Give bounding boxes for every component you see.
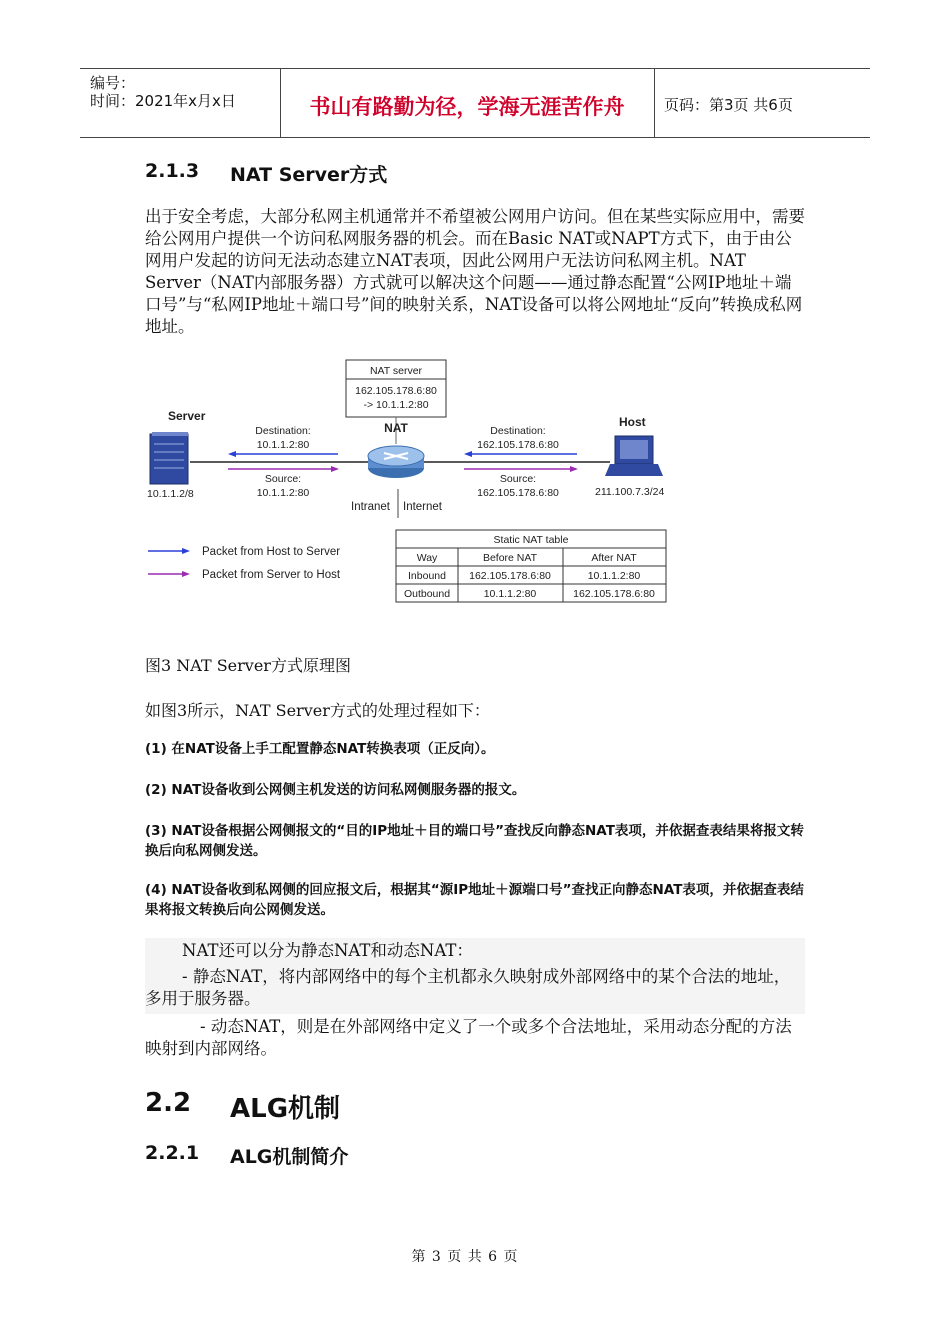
nat-server-line2: -> 10.1.1.2:80: [363, 399, 429, 411]
server-icon: [150, 432, 188, 484]
page-header: [80, 68, 870, 138]
nat-table-row1-before: 162.105.178.6:80: [469, 570, 551, 582]
legend-host-to-server: Packet from Host to Server: [202, 546, 341, 558]
nat-table-row2-way: Outbound: [403, 588, 451, 600]
nat-router-icon: [368, 446, 424, 478]
nat-types-intro: NAT还可以分为静态NAT和动态NAT：: [182, 941, 473, 960]
nat-table-header-before: Before NAT: [482, 552, 538, 564]
nat-table-title: Static NAT table: [493, 534, 569, 546]
step-3: (3) NAT设备根据公网侧报文的“目的IP地址＋目的端口号”查找反向静态NAT表项，并依据查表结果将报文转换后向私网侧发送。: [145, 823, 804, 859]
step-1: (1) 在NAT设备上手工配置静态NAT转换表项（正反向）。: [145, 741, 495, 757]
nat-server-title: NAT server: [369, 365, 423, 377]
right-dest-label: Destination:: [490, 425, 546, 437]
host-computer-icon: [605, 436, 663, 476]
page-number-label: 页码：第3页 共6页: [664, 96, 793, 114]
header-left-cell: [80, 69, 281, 137]
step-4: (4) NAT设备收到私网侧的回应报文后，根据其“源IP地址＋源端口号”查找正向静态NAT表项，并依据查表结果将报文转换后向公网侧发送。: [145, 882, 804, 918]
section-title: NAT Server方式: [230, 164, 388, 186]
server-ip: 10.1.1.2/8: [147, 488, 194, 500]
nat-table-row2-before: 10.1.1.2:80: [483, 588, 537, 600]
section2-number: 2.2: [145, 1088, 192, 1118]
nat-table-row1-after: 10.1.1.2:80: [587, 570, 641, 582]
time-label: 时间：2021年x月x日: [90, 92, 236, 110]
left-dest-value: 10.1.1.2:80: [256, 439, 310, 451]
nat-types-dynamic: - 动态NAT，则是在外部网络中定义了一个或多个合法地址，采用动态分配的方法映射到内部网络。: [145, 1017, 792, 1058]
step-2: (2) NAT设备收到公网侧主机发送的访问私网侧服务器的报文。: [145, 782, 526, 798]
nat-table-row1-way: Inbound: [408, 570, 446, 582]
page-footer: 第 3 页 共 6 页: [411, 1249, 519, 1265]
host-label: Host: [619, 415, 646, 429]
section-number: 2.1.3: [145, 160, 200, 182]
intro-paragraph: 出于安全考虑，大部分私网主机通常并不希望被公网用户访问。但在某些实际应用中，需要给公网用户提供一个访问私网服务器的机会。而在Basic NAT或NAPT方式下，由于由公网用户发起的访问无法动态建立NAT表项，因此公网用户无法访问私网主机。NAT Server（NAT内部服务器）方式就可以解决这个问题——通过静态配置“公网IP地址＋端口号”与“私网IP地址＋端口号”间的映射关系，NAT设备可以将公网地址“反向”转换成私网地址。: [145, 207, 805, 336]
number-label: 编号：: [90, 74, 136, 92]
motto: 书山有路勤为径，学海无涯苦作舟: [309, 95, 625, 119]
host-ip: 211.100.7.3/24: [595, 486, 665, 498]
nat-server-diagram: [140, 352, 680, 607]
process-intro: 如图3所示，NAT Server方式的处理过程如下：: [145, 701, 490, 720]
legend-server-to-host: Packet from Server to Host: [202, 569, 341, 581]
nat-table-header-way: Way: [416, 552, 438, 564]
right-dest-value: 162.105.178.6:80: [477, 439, 559, 451]
left-src-value: 10.1.1.2:80: [256, 487, 310, 499]
right-src-value: 162.105.178.6:80: [477, 487, 559, 499]
internet-label: Internet: [403, 501, 442, 513]
nat-table-row2-after: 162.105.178.6:80: [573, 588, 655, 600]
left-src-label: Source:: [264, 473, 302, 485]
right-src-label: Source:: [499, 473, 537, 485]
nat-table-header-after: After NAT: [591, 552, 637, 564]
nat-types-static: - 静态NAT，将内部网络中的每个主机都永久映射成外部网络中的某个合法的地址，多用于服务器。: [145, 967, 791, 1008]
header-motto-cell: [280, 69, 655, 137]
nat-label: NAT: [384, 421, 408, 435]
figure-caption: 图3 NAT Server方式原理图: [145, 656, 351, 675]
left-dest-label: Destination:: [255, 425, 311, 437]
section3-number: 2.2.1: [145, 1142, 200, 1164]
section3-title: ALG机制简介: [230, 1146, 349, 1168]
static-nat-table: [396, 530, 666, 602]
nat-server-line1: 162.105.178.6:80: [355, 385, 437, 397]
intranet-label: Intranet: [351, 501, 390, 513]
section2-title: ALG机制: [230, 1094, 341, 1124]
server-label: Server: [168, 409, 206, 423]
